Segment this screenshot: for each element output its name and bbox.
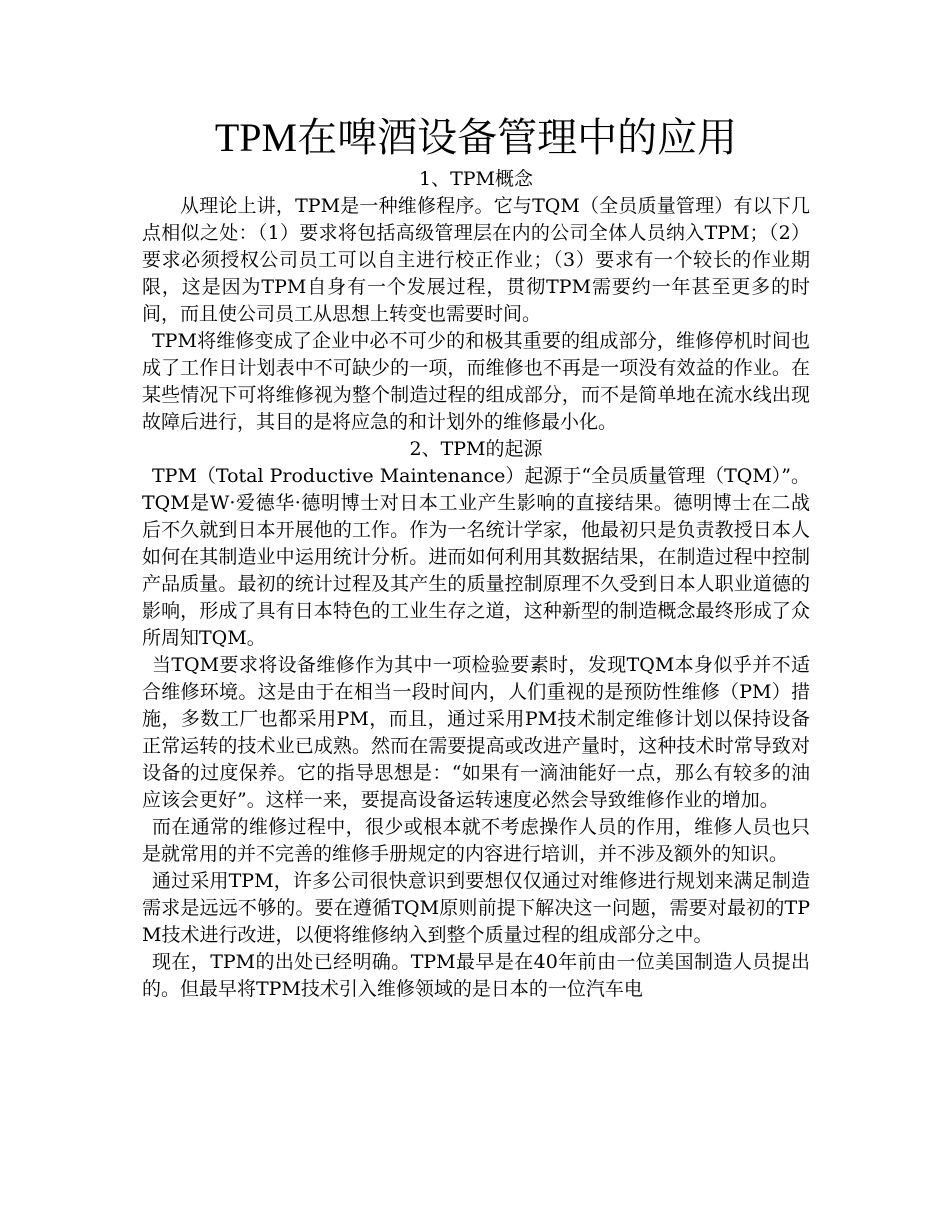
paragraph: TPM（Total Productive Maintenance）起源于“全员质量管理（TQM）”。TQM是W·爱德华·德明博士对日本工业产生影响的直接结果。德明博士在二战后不久就到日本开展他的工作。作为一名统计学家，他最初只是负责教授日本人如何在其制造业中运用统计分析。进而如何利用其数据结果，在制造过程中控制产品质量。最初的统计过程及其产生的质量控制原理不久受到日本人职业道德的影响，形成了具有日本特色的工业生存之道，这种新型的制造概念最终形成了众所周知TQM。 <box>142 465 810 649</box>
section-tpm-origin <box>142 436 810 1003</box>
section-tpm-concept <box>142 166 810 436</box>
paragraph: 从理论上讲，TPM是一种维修程序。它与TQM（全员质量管理）有以下几点相似之处：（1）要求将包括高级管理层在内的公司全体人员纳入TPM；（2）要求必须授权公司员工可以自主进行校正作业；（3）要求有一个较长的作业期限，这是因为TPM自身有一个发展过程，贯彻TPM需要约一年甚至更多的时间，而且使公司员工从思想上转变也需要时间。 <box>142 195 810 325</box>
paragraph: 现在，TPM的出处已经明确。TPM最早是在40年前由一位美国制造人员提出的。但最早将TPM技术引入维修领域的是日本的一位汽车电 <box>142 951 810 1000</box>
document-page <box>142 110 810 1003</box>
paragraph: 当TQM要求将设备维修作为其中一项检验要素时，发现TQM本身似乎并不适合维修环境。这是由于在相当一段时间内，人们重视的是预防性维修（PM）措施，多数工厂也都采用PM，而且，通过采用PM技术制定维修计划以保持设备正常运转的技术业已成熟。然而在需要提高或改进产量时，这种技术时常导致对设备的过度保养。它的指导思想是：“如果有一滴油能好一点，那么有较多的油应该会更好”。这样一来，要提高设备运转速度必然会导致维修作业的增加。 <box>142 654 810 811</box>
section-heading: 2、TPM的起源 <box>409 438 543 460</box>
paragraph: 通过采用TPM，许多公司很快意识到要想仅仅通过对维修进行规划来满足制造需求是远远不够的。要在遵循TQM原则前提下解决这一问题，需要对最初的TPM技术进行改进，以便将维修纳入到整个质量过程的组成部分之中。 <box>142 870 810 946</box>
section-heading: 1、TPM概念 <box>418 168 533 190</box>
paragraph: 而在通常的维修过程中，很少或根本就不考虑操作人员的作用，维修人员也只是就常用的并不完善的维修手册规定的内容进行培训，并不涉及额外的知识。 <box>142 816 810 865</box>
paragraph: TPM将维修变成了企业中必不可少的和极其重要的组成部分，维修停机时间也成了工作日计划表中不可缺少的一项，而维修也不再是一项没有效益的作业。在某些情况下可将维修视为整个制造过程的组成部分，而不是简单地在流水线出现故障后进行，其目的是将应急的和计划外的维修最小化。 <box>142 330 810 433</box>
document-title: TPM在啤酒设备管理中的应用 <box>214 115 738 160</box>
